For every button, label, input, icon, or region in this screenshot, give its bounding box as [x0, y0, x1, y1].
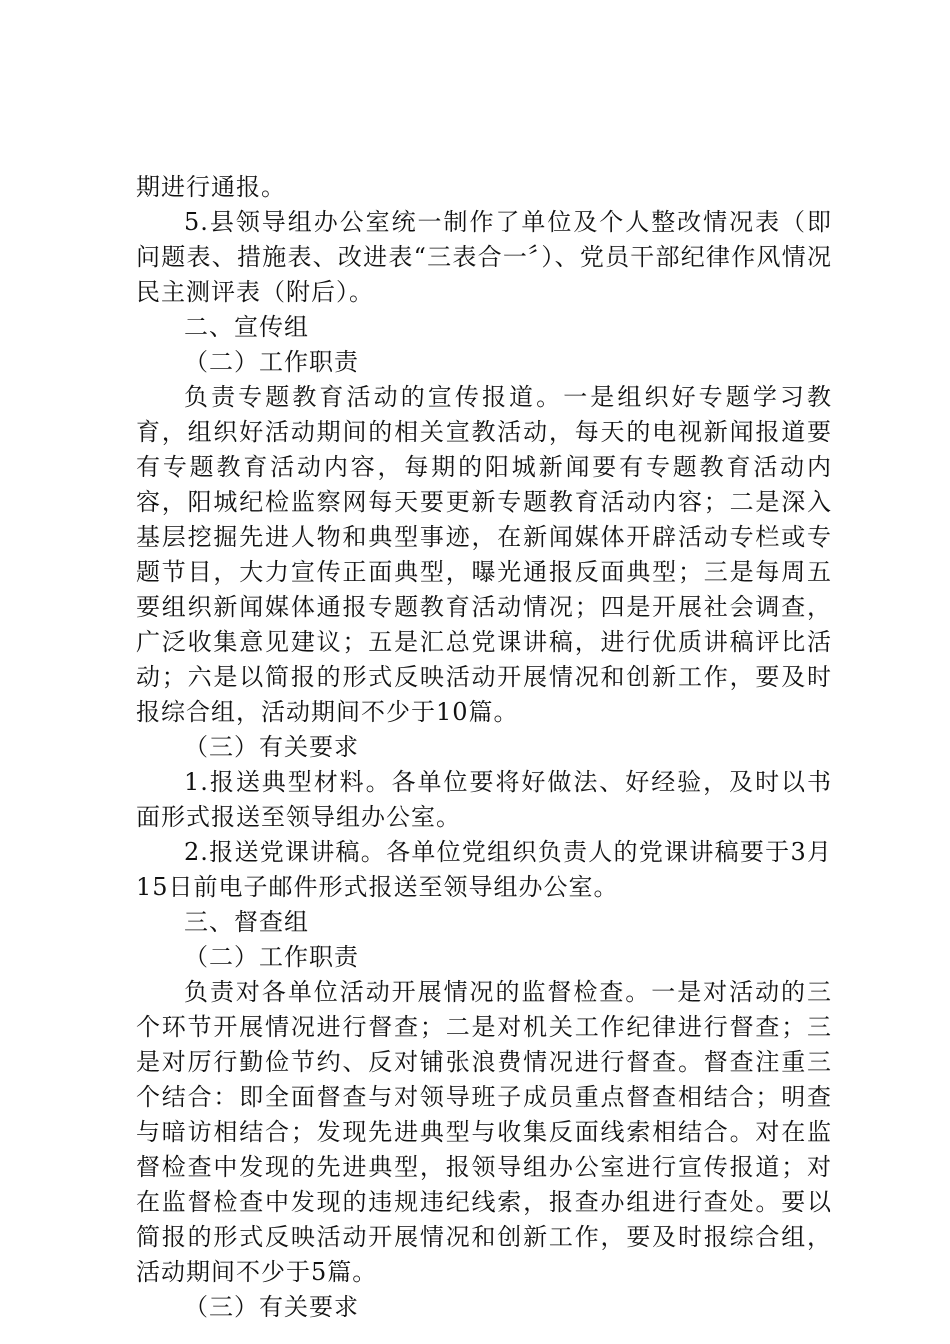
paragraph-requirement-1: 1.报送典型材料。各单位要将好做法、好经验，及时以书面形式报送至领导组办公室。: [136, 768, 832, 831]
subheading-requirements: （三）有关要求: [184, 733, 359, 761]
section-heading-inspection-group: 三、督查组: [184, 908, 309, 936]
paragraph-inspection-duties: 负责对各单位活动开展情况的监督检查。一是对活动的三个环节开展情况进行督查；二是对机关工作纪律进行督查；三是对厉行勤俭节约、反对铺张浪费情况进行督查。督查注重三个结合：即全面督查与对领导班子成员重点督查相结合；明查与暗访相结合；发现先进典型与收集反面线索相结合。对在监督检查中发现的先进典型，报领导组办公室进行宣传报道；对在监督检查中发现的违规违纪线索，报查办组进行查处。要以简报的形式反映活动开展情况和创新工作，要及时报综合组，活动期间不少于5篇。: [136, 978, 832, 1286]
paragraph-requirement-2: 2.报送党课讲稿。各单位党组织负责人的党课讲稿要于3月15日前电子邮件形式报送至领导组办公室。: [136, 838, 832, 901]
paragraph-publicity-duties: 负责专题教育活动的宣传报道。一是组织好专题学习教育，组织好活动期间的相关宣教活动，每天的电视新闻报道要有专题教育活动内容，每期的阳城新闻要有专题教育活动内容，阳城纪检监察网每天要更新专题教育活动内容；二是深入基层挖掘先进人物和典型事迹，在新闻媒体开辟活动专栏或专题节目，大力宣传正面典型，曝光通报反面典型；三是每周五要组织新闻媒体通报专题教育活动情况；四是开展社会调查，广泛收集意见建议；五是汇总党课讲稿，进行优质讲稿评比活动；六是以简报的形式反映活动开展情况和创新工作，要及时报综合组，活动期间不少于10篇。: [136, 383, 832, 726]
paragraph-continuation: 期进行通报。: [136, 173, 286, 201]
subheading-requirements-2: （三）有关要求: [184, 1293, 359, 1321]
paragraph-item-5: 5.县领导组办公室统一制作了单位及个人整改情况表（即问题表、措施表、改进表“三表合一〞）、党员干部纪律作风情况民主测评表（附后）。: [136, 208, 832, 306]
subheading-duties: （二）工作职责: [184, 348, 359, 376]
subheading-duties-2: （二）工作职责: [184, 943, 359, 971]
document-body: [136, 170, 832, 1325]
section-heading-publicity-group: 二、宣传组: [184, 313, 309, 341]
